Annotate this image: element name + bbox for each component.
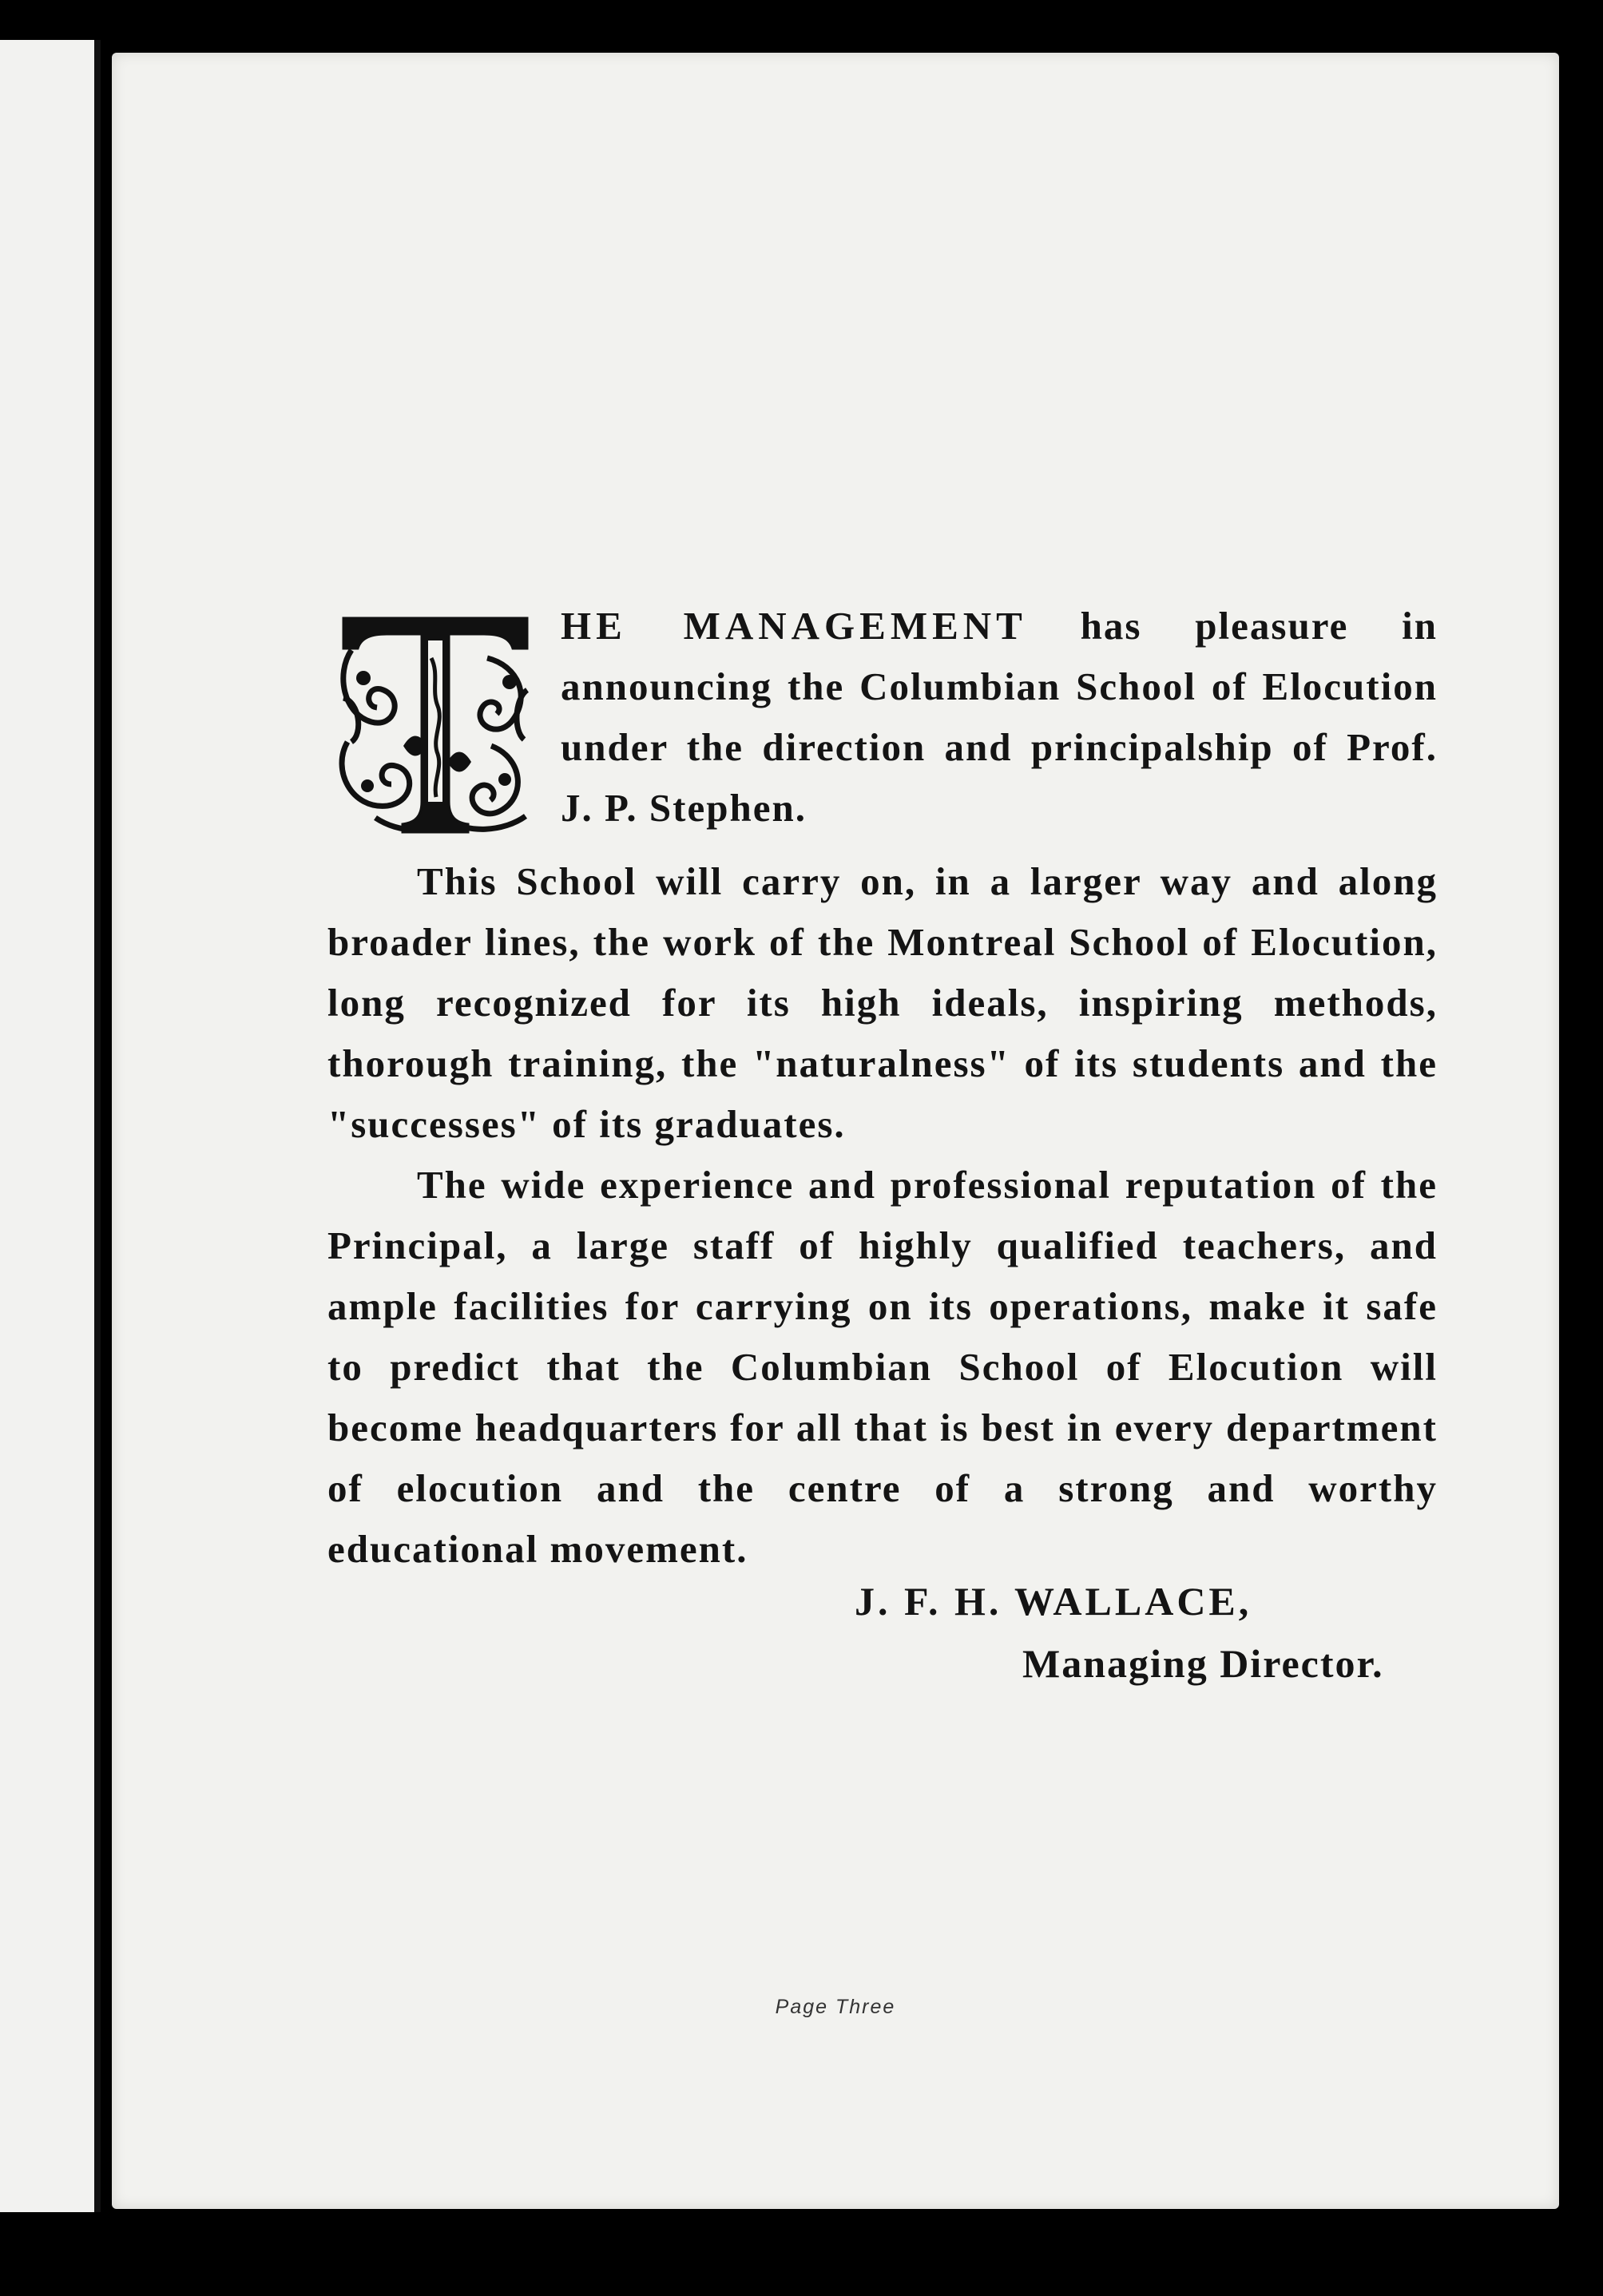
opening-text: has pleasure in announcing the Columbian School of Elocution under the direction and principalship of Prof. J. P. Stephen.	[561, 604, 1438, 830]
signature-block	[855, 1570, 1384, 1695]
letter-body	[327, 596, 1438, 1580]
signatory-name: J. F. H. WALLACE,	[855, 1579, 1252, 1624]
opening-caps: HE MANAGEMENT	[561, 604, 1027, 648]
opening-paragraph-block	[327, 596, 1438, 851]
page-three	[112, 53, 1559, 2209]
facing-page-edge	[0, 40, 101, 2212]
paragraph-principal-reputation: The wide experience and professional reputation of the Principal, a large staff of highly qualified teachers, and ample facilities for carrying on its operations, make it safe to predict that the Columbian School of Elocution will become headquarters for all that is best in every department of elocution and the centre of a strong and worthy educational movement.	[327, 1163, 1438, 1571]
ornamental-dropcap-t	[327, 602, 543, 838]
signatory-title: Managing Director.	[1022, 1641, 1384, 1686]
paragraph-school-mission: This School will carry on, in a larger way and along broader lines, the work of the Montreal School of Elocution, long recognized for its high ideals, inspiring methods, thorough training, the "naturalness" of its students and the "successes" of its graduates.	[327, 859, 1438, 1146]
page-number: Page Three	[775, 1996, 896, 2018]
